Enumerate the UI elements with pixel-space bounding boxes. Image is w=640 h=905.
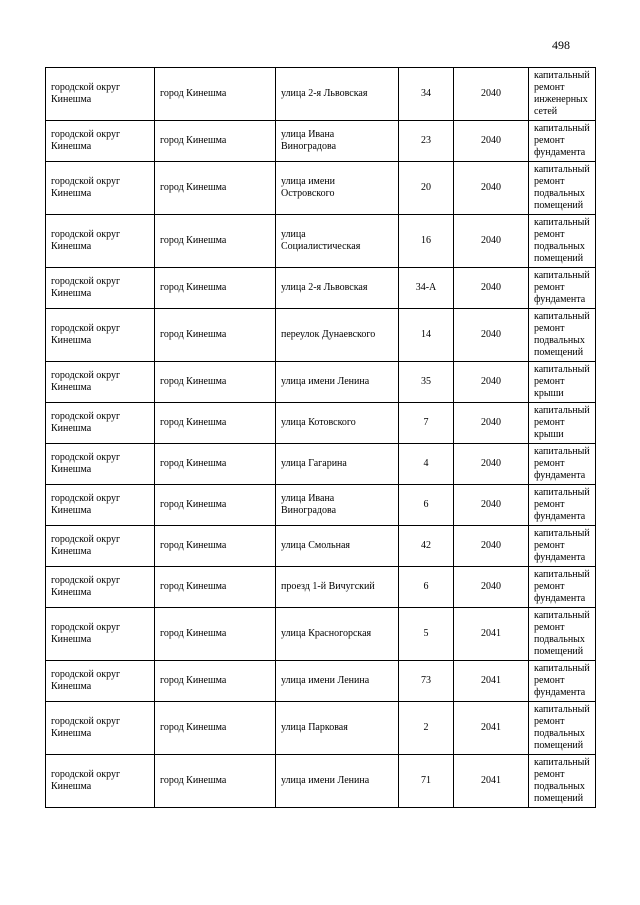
okrug-cell: городской округ Кинешма (46, 309, 155, 362)
okrug-cell: городской округ Кинешма (46, 702, 155, 755)
street-cell: переулок Дунаевского (276, 309, 399, 362)
table-row (46, 215, 596, 268)
okrug-cell: городской округ Кинешма (46, 661, 155, 702)
work-type-cell: капитальный ремонт фундамента (529, 444, 596, 485)
work-type-cell: капитальный ремонт инженерных сетей (529, 68, 596, 121)
okrug-cell: городской округ Кинешма (46, 403, 155, 444)
year-cell: 2040 (454, 526, 529, 567)
okrug-cell: городской округ Кинешма (46, 444, 155, 485)
house-number-cell: 2 (399, 702, 454, 755)
okrug-cell: городской округ Кинешма (46, 608, 155, 661)
street-cell: улица Красногорская (276, 608, 399, 661)
year-cell: 2040 (454, 309, 529, 362)
repair-schedule-table (45, 67, 596, 808)
year-cell: 2040 (454, 121, 529, 162)
okrug-cell: городской округ Кинешма (46, 526, 155, 567)
street-cell: улица Ивана Виноградова (276, 485, 399, 526)
work-type-cell: капитальный ремонт фундамента (529, 526, 596, 567)
house-number-cell: 16 (399, 215, 454, 268)
table-row (46, 444, 596, 485)
work-type-cell: капитальный ремонт фундамента (529, 268, 596, 309)
year-cell: 2041 (454, 755, 529, 808)
year-cell: 2040 (454, 485, 529, 526)
street-cell: улица имени Ленина (276, 755, 399, 808)
year-cell: 2040 (454, 68, 529, 121)
street-cell: улица имени Островского (276, 162, 399, 215)
table-body (46, 68, 596, 808)
work-type-cell: капитальный ремонт подвальных помещений (529, 162, 596, 215)
street-cell: улица имени Ленина (276, 362, 399, 403)
house-number-cell: 34 (399, 68, 454, 121)
house-number-cell: 42 (399, 526, 454, 567)
table-row (46, 485, 596, 526)
house-number-cell: 7 (399, 403, 454, 444)
city-cell: город Кинешма (155, 68, 276, 121)
okrug-cell: городской округ Кинешма (46, 68, 155, 121)
year-cell: 2041 (454, 702, 529, 755)
city-cell: город Кинешма (155, 755, 276, 808)
street-cell: улица Гагарина (276, 444, 399, 485)
house-number-cell: 23 (399, 121, 454, 162)
street-cell: улица Смольная (276, 526, 399, 567)
year-cell: 2040 (454, 268, 529, 309)
house-number-cell: 4 (399, 444, 454, 485)
table-row (46, 68, 596, 121)
year-cell: 2040 (454, 403, 529, 444)
city-cell: город Кинешма (155, 608, 276, 661)
city-cell: город Кинешма (155, 162, 276, 215)
table-row (46, 661, 596, 702)
table-row (46, 526, 596, 567)
table-row (46, 121, 596, 162)
table-row (46, 309, 596, 362)
work-type-cell: капитальный ремонт крыши (529, 362, 596, 403)
okrug-cell: городской округ Кинешма (46, 485, 155, 526)
okrug-cell: городской округ Кинешма (46, 162, 155, 215)
table-row (46, 755, 596, 808)
city-cell: город Кинешма (155, 268, 276, 309)
table-row (46, 362, 596, 403)
work-type-cell: капитальный ремонт подвальных помещений (529, 755, 596, 808)
house-number-cell: 6 (399, 485, 454, 526)
city-cell: город Кинешма (155, 403, 276, 444)
work-type-cell: капитальный ремонт подвальных помещений (529, 215, 596, 268)
city-cell: город Кинешма (155, 444, 276, 485)
house-number-cell: 20 (399, 162, 454, 215)
year-cell: 2041 (454, 608, 529, 661)
year-cell: 2040 (454, 215, 529, 268)
table-row (46, 162, 596, 215)
street-cell: улица имени Ленина (276, 661, 399, 702)
street-cell: улица 2-я Львовская (276, 268, 399, 309)
house-number-cell: 14 (399, 309, 454, 362)
table-row (46, 608, 596, 661)
year-cell: 2040 (454, 444, 529, 485)
street-cell: проезд 1-й Вичугский (276, 567, 399, 608)
city-cell: город Кинешма (155, 362, 276, 403)
house-number-cell: 73 (399, 661, 454, 702)
street-cell: улица Социалистическая (276, 215, 399, 268)
city-cell: город Кинешма (155, 121, 276, 162)
okrug-cell: городской округ Кинешма (46, 268, 155, 309)
page-number: 498 (552, 38, 570, 52)
work-type-cell: капитальный ремонт фундамента (529, 485, 596, 526)
street-cell: улица Ивана Виноградова (276, 121, 399, 162)
year-cell: 2040 (454, 567, 529, 608)
city-cell: город Кинешма (155, 485, 276, 526)
work-type-cell: капитальный ремонт подвальных помещений (529, 309, 596, 362)
table-row (46, 403, 596, 444)
city-cell: город Кинешма (155, 309, 276, 362)
okrug-cell: городской округ Кинешма (46, 362, 155, 403)
house-number-cell: 34-А (399, 268, 454, 309)
work-type-cell: капитальный ремонт подвальных помещений (529, 702, 596, 755)
okrug-cell: городской округ Кинешма (46, 215, 155, 268)
work-type-cell: капитальный ремонт фундамента (529, 661, 596, 702)
table-row (46, 567, 596, 608)
house-number-cell: 6 (399, 567, 454, 608)
work-type-cell: капитальный ремонт фундамента (529, 567, 596, 608)
work-type-cell: капитальный ремонт подвальных помещений (529, 608, 596, 661)
city-cell: город Кинешма (155, 526, 276, 567)
okrug-cell: городской округ Кинешма (46, 121, 155, 162)
house-number-cell: 5 (399, 608, 454, 661)
street-cell: улица 2-я Львовская (276, 68, 399, 121)
work-type-cell: капитальный ремонт крыши (529, 403, 596, 444)
city-cell: город Кинешма (155, 661, 276, 702)
city-cell: город Кинешма (155, 215, 276, 268)
house-number-cell: 35 (399, 362, 454, 403)
street-cell: улица Котовского (276, 403, 399, 444)
city-cell: город Кинешма (155, 567, 276, 608)
table-row (46, 702, 596, 755)
house-number-cell: 71 (399, 755, 454, 808)
year-cell: 2040 (454, 362, 529, 403)
city-cell: город Кинешма (155, 702, 276, 755)
table-row (46, 268, 596, 309)
street-cell: улица Парковая (276, 702, 399, 755)
okrug-cell: городской округ Кинешма (46, 755, 155, 808)
year-cell: 2040 (454, 162, 529, 215)
okrug-cell: городской округ Кинешма (46, 567, 155, 608)
work-type-cell: капитальный ремонт фундамента (529, 121, 596, 162)
year-cell: 2041 (454, 661, 529, 702)
